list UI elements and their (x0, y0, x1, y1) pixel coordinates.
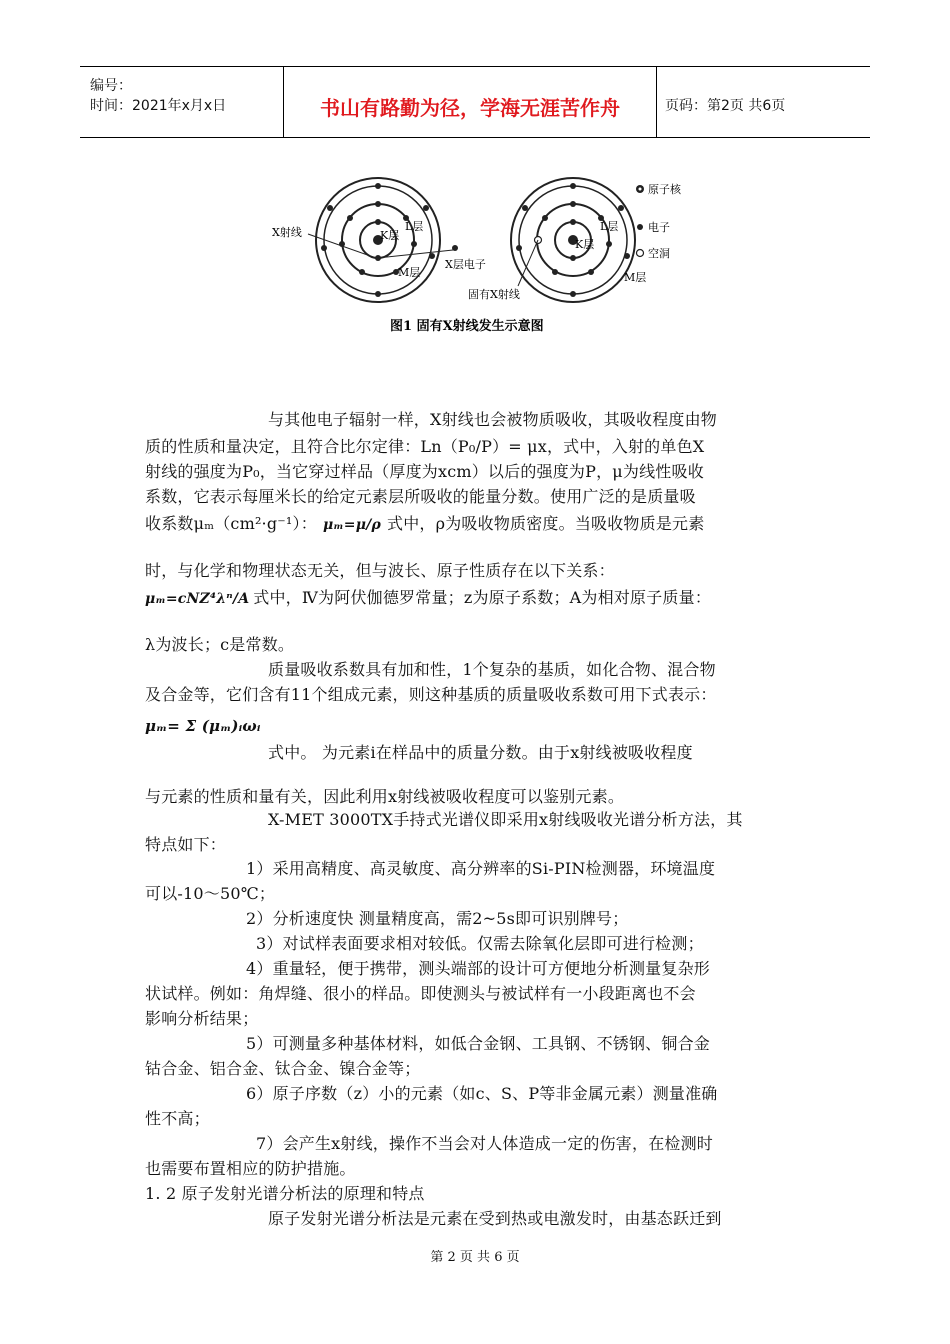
list-item: 4）重量轻，便于携带，测头端部的设计可方便地分析测量复杂形 (246, 959, 710, 978)
body-line: 原子发射光谱分析法是元素在受到热或电激发时，由基态跃迁到 (268, 1209, 722, 1228)
left-k-label: K层 (380, 229, 400, 242)
body-line: 射线的强度为P₀，当它穿过样品（厚度为xcm）以后的强度为P，μ为线性吸收 (145, 462, 704, 481)
body-line: 质的性质和量决定，且符合比尔定律：Ln（P₀/P）= μx，式中，入射的单色X (145, 437, 705, 456)
header-divider (656, 67, 657, 137)
body-line: 特点如下： (145, 835, 227, 854)
section-heading: 1. 2 原子发射光谱分析法的原理和特点 (145, 1184, 425, 1203)
legend-electron-label: 电子 (648, 221, 670, 234)
legend-vacancy-icon (637, 250, 644, 257)
body-line: λ为波长；c是常数。 (145, 635, 295, 654)
left-m-label: M层 (398, 266, 421, 279)
list-item: 影响分析结果； (145, 1009, 259, 1028)
list-item: 3）对试样表面要求相对较低。仅需去除氧化层即可进行检测； (256, 934, 704, 953)
body-line: 式中。 为元素i在样品中的质量分数。由于x射线被吸收程度 (268, 743, 693, 762)
list-item: 状试样。例如：角焊缝、很小的样品。即使测头与被试样有一小段距离也不会 (145, 984, 696, 1003)
body-line (145, 511, 704, 534)
page-header (80, 66, 870, 138)
body-line: 时，与化学和物理状态无关，但与波长、原子性质存在以下关系： (145, 561, 615, 580)
list-item: 钴合金、铝合金、钛合金、镍合金等； (145, 1059, 421, 1078)
doc-time-label: 时间：2021年x月x日 (90, 98, 227, 114)
left-l-label: L层 (405, 220, 424, 233)
body-line (145, 585, 711, 608)
header-page-number: 页码：第2页 共6页 (665, 98, 786, 114)
list-item: 5）可测量多种基体材料，如低合金钢、工具钢、不锈钢、铜合金 (246, 1034, 710, 1053)
list-item: 7）会产生x射线，操作不当会对人体造成一定的伤害，在检测时 (256, 1134, 714, 1153)
body-line: 质量吸收系数具有加和性，1个复杂的基质，如化合物、混合物 (268, 660, 716, 679)
body-line: 与元素的性质和量有关，因此利用x射线被吸收程度可以鉴别元素。 (145, 787, 625, 806)
body-line: X-MET 3000TX手持式光谱仪即采用x射线吸收光谱分析方法，其 (268, 810, 743, 829)
xray-diagram (250, 168, 710, 343)
doc-code-label: 编号： (90, 78, 132, 94)
body-line: 及合金等，它们含有11个组成元素，则这种基质的质量吸收系数可用下式表示： (145, 685, 717, 704)
page-footer: 第 2 页 共 6 页 (430, 1250, 520, 1265)
list-item: 也需要布置相应的防护措施。 (145, 1159, 356, 1178)
list-item: 1）采用高精度、高灵敏度、高分辨率的Si-PIN检测器，环境温度 (246, 859, 716, 878)
formula-absorption-relation: μₘ=cNZ⁴λⁿ/A (145, 591, 250, 607)
right-inherent-label: 固有X射线 (468, 288, 520, 301)
figure-caption: 图1 固有X射线发生示意图 (390, 319, 544, 334)
list-item: 可以-10～50℃； (145, 884, 276, 903)
header-motto: 书山有路勤为径，学海无涯苦作舟 (320, 96, 620, 120)
legend-nucleus-label: 原子核 (648, 183, 681, 196)
right-m-label: M层 (624, 271, 647, 284)
left-electron-label: X层电子 (445, 258, 486, 271)
right-l-label: L层 (600, 220, 619, 233)
body-text: 收系数μₘ（cm²·g⁻¹）： (145, 514, 317, 533)
body-line: 系数，它表示每厘米长的给定元素层所吸收的能量分数。使用广泛的是质量吸 (145, 487, 696, 506)
legend-vacancy-label: 空洞 (648, 247, 670, 260)
list-item: 6）原子序数（z）小的元素（如c、S、P等非金属元素）测量准确 (246, 1084, 718, 1103)
header-divider (283, 67, 284, 137)
legend-electron-icon (637, 224, 643, 230)
body-text: 式中，Ⅳ为阿伏伽德罗常量；z为原子系数；A为相对原子质量： (253, 588, 712, 607)
left-xray-label: X射线 (272, 226, 302, 239)
body-text: 式中，ρ为吸收物质密度。当吸收物质是元素 (387, 514, 705, 533)
formula-sum-line (145, 716, 261, 735)
formula-sum: μₘ= Σ (μₘ)ᵢωᵢ (145, 717, 261, 735)
body-line: 与其他电子辐射一样，X射线也会被物质吸收，其吸收程度由物 (268, 410, 717, 429)
list-item: 性不高； (145, 1109, 210, 1128)
formula-mass-absorption: μₘ=μ/ρ (322, 517, 382, 533)
right-k-label: K层 (575, 238, 595, 251)
list-item: 2）分析速度快 测量精度高，需2~5s即可识别牌号； (246, 909, 629, 928)
